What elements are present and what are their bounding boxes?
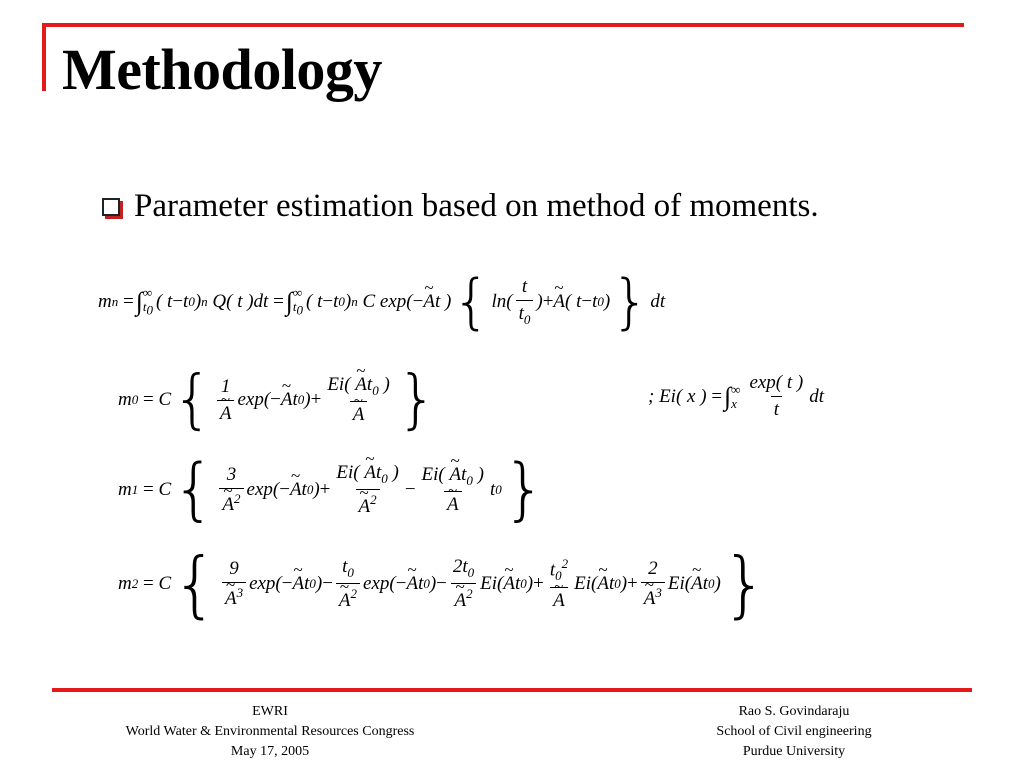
equation-ei-definition: ; Ei( x ) = ∫ ∞ x $\frac{\exp( t )}{t}$ dt [648, 372, 825, 420]
footer-university: Purdue University [742, 744, 846, 759]
footer-date: May 17, 2005 [230, 744, 310, 759]
footer-school: School of Civil engineering [716, 724, 872, 739]
top-red-rule [42, 23, 964, 27]
equation-m0: m 0 = C { 1 ~ A exp( − ~ A t 0 ) + Ei( ~ $At_0$ ) ~ A } [118, 368, 438, 432]
footer-left [60, 702, 480, 762]
footer-org: EWRI [252, 704, 288, 719]
footer-event: World Water & Environmental Resources Congress [125, 724, 415, 739]
bullet-item [102, 186, 862, 226]
bottom-red-rule [52, 688, 972, 692]
equation-m2: m 2 = C { 9 ~ $A^3$ exp( − ~ A t 0 ) − $t_0$ ~ $A^2$ exp( − ~ A t 0 ) − $2t_0$ ~ $A^2$ Ei( ~ A t 0 ) + $t_0^2$ ~ A Ei( ~ A t 0 ) + 2 ~ $A^3$ Ei( ~ A t 0 ) } [118, 548, 769, 620]
equation-mn: m n = ∫ ∞ $t_0$ ( t − t 0 ) n Q( t )dt = ∫ ∞ $t_0$ ( t − t 0 ) n C exp( − ~ A t ) { ln( $\frac{t}{t_0}$ ) + ~ A ( t − t 0 ) } dt [98, 272, 665, 332]
bullet-text: Parameter estimation based on method of moments. [134, 188, 819, 224]
footer-author: Rao S. Govindaraju [738, 704, 850, 719]
slide-title: Methodology [62, 37, 382, 102]
left-red-rule [42, 23, 46, 91]
footer-right [676, 702, 912, 762]
equation-m1: m 1 = C { 3 ~ $A^2$ exp( − ~ A t 0 ) + Ei( ~ $At_0$ ) ~ $A^2$ − Ei( ~ $At_0$ ) ~ A t 0 } [118, 456, 547, 524]
checkbox-bullet-icon [102, 198, 120, 216]
